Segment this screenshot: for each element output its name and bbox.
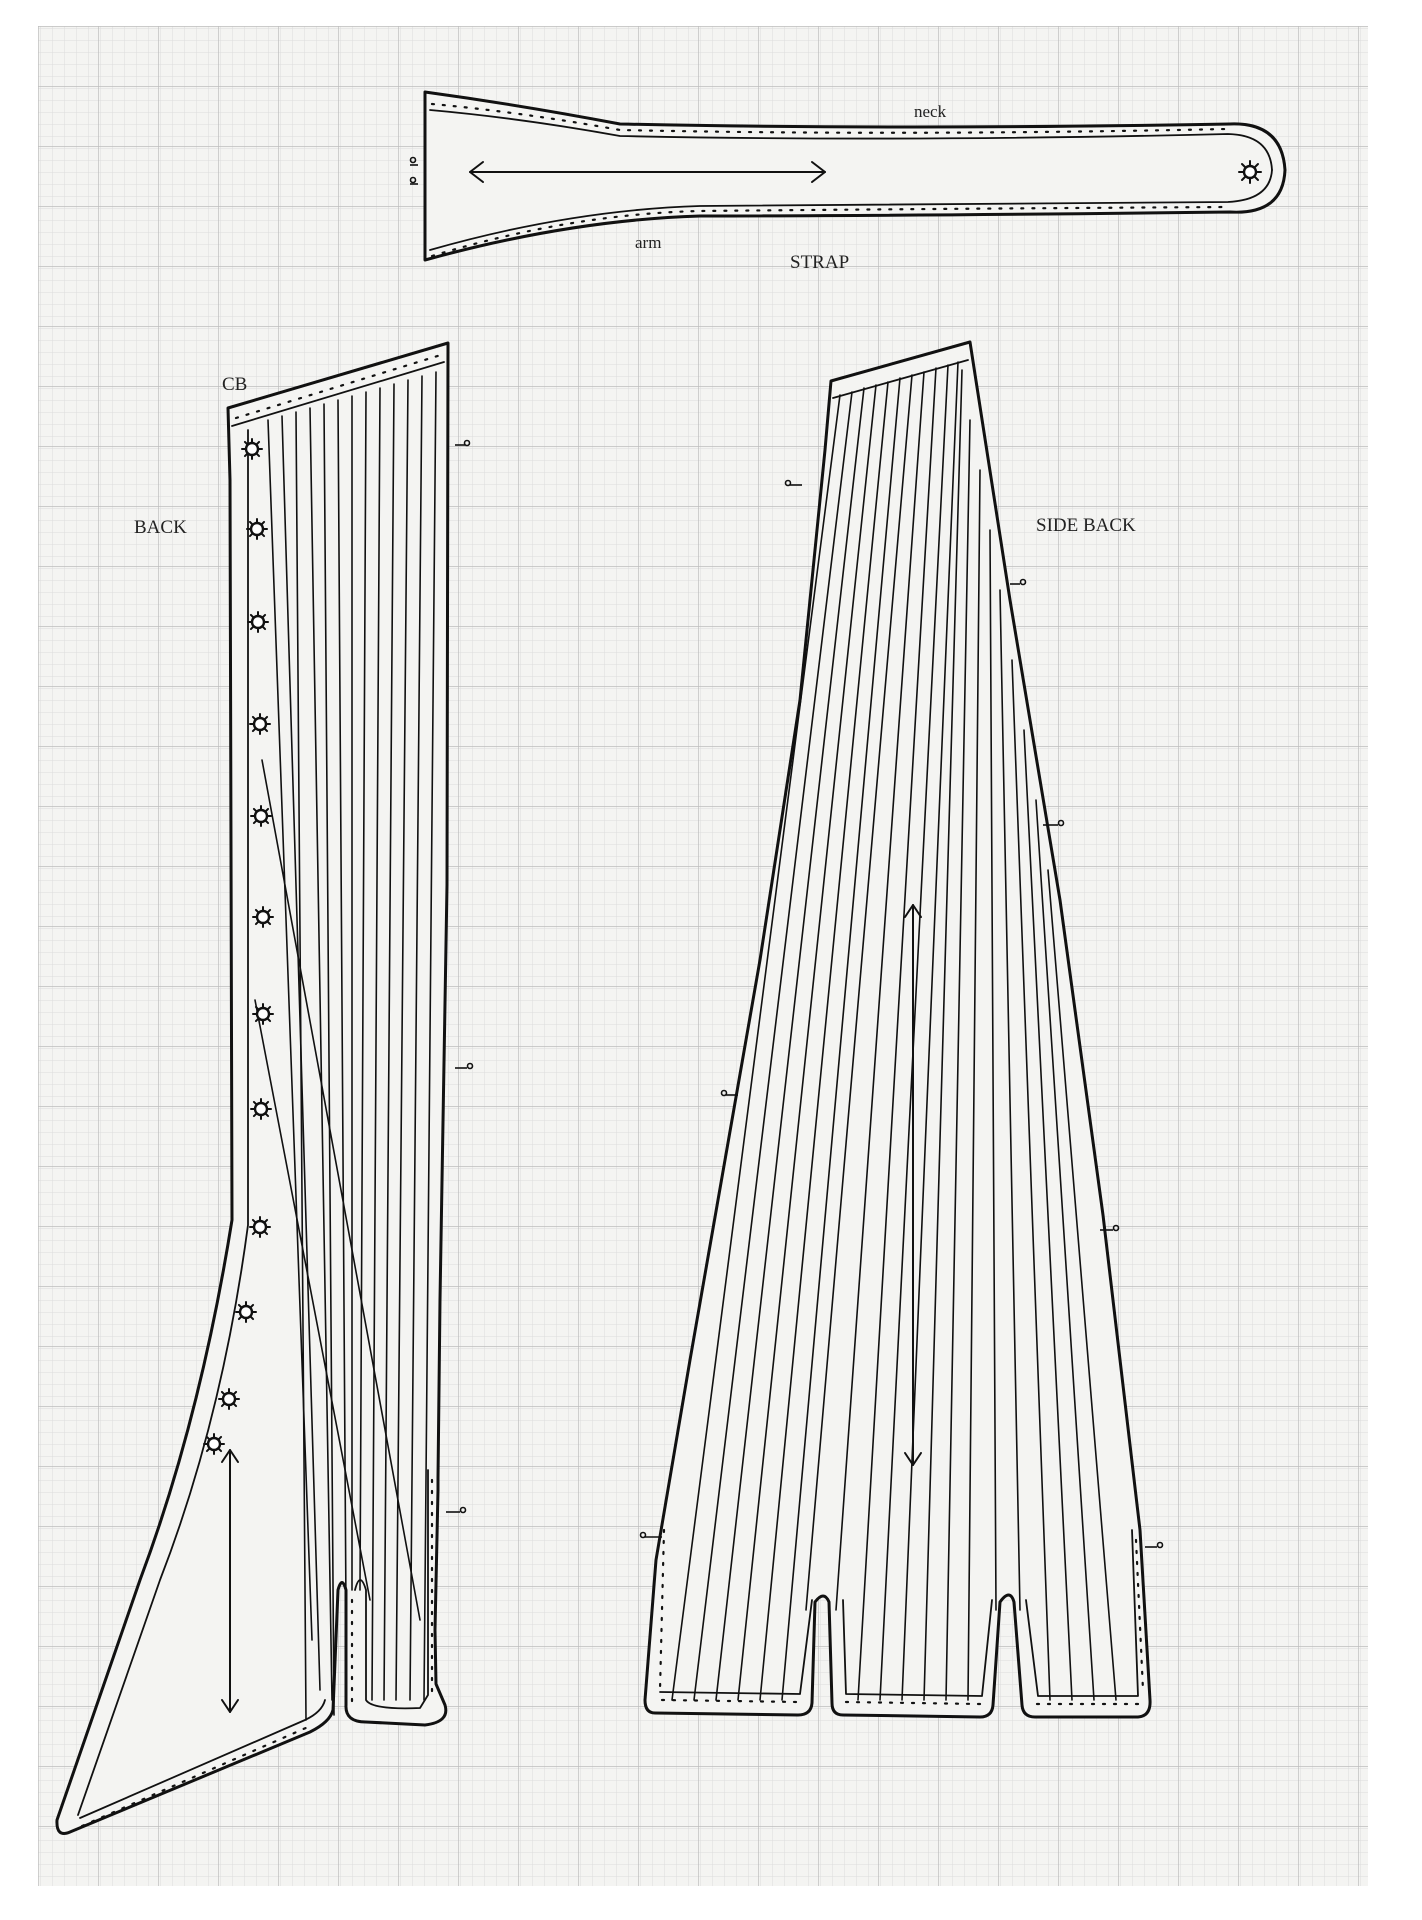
strap-eyelet-icon	[1239, 161, 1261, 183]
graph-paper-sheet	[38, 26, 1368, 1886]
back-title: BACK	[134, 517, 187, 538]
strap-title: STRAP	[790, 252, 850, 273]
back-cb-label: CB	[222, 374, 248, 395]
strap-arm-label: arm	[635, 233, 662, 252]
side-back-title: SIDE BACK	[1036, 515, 1136, 536]
strap-neck-label: neck	[914, 102, 947, 121]
